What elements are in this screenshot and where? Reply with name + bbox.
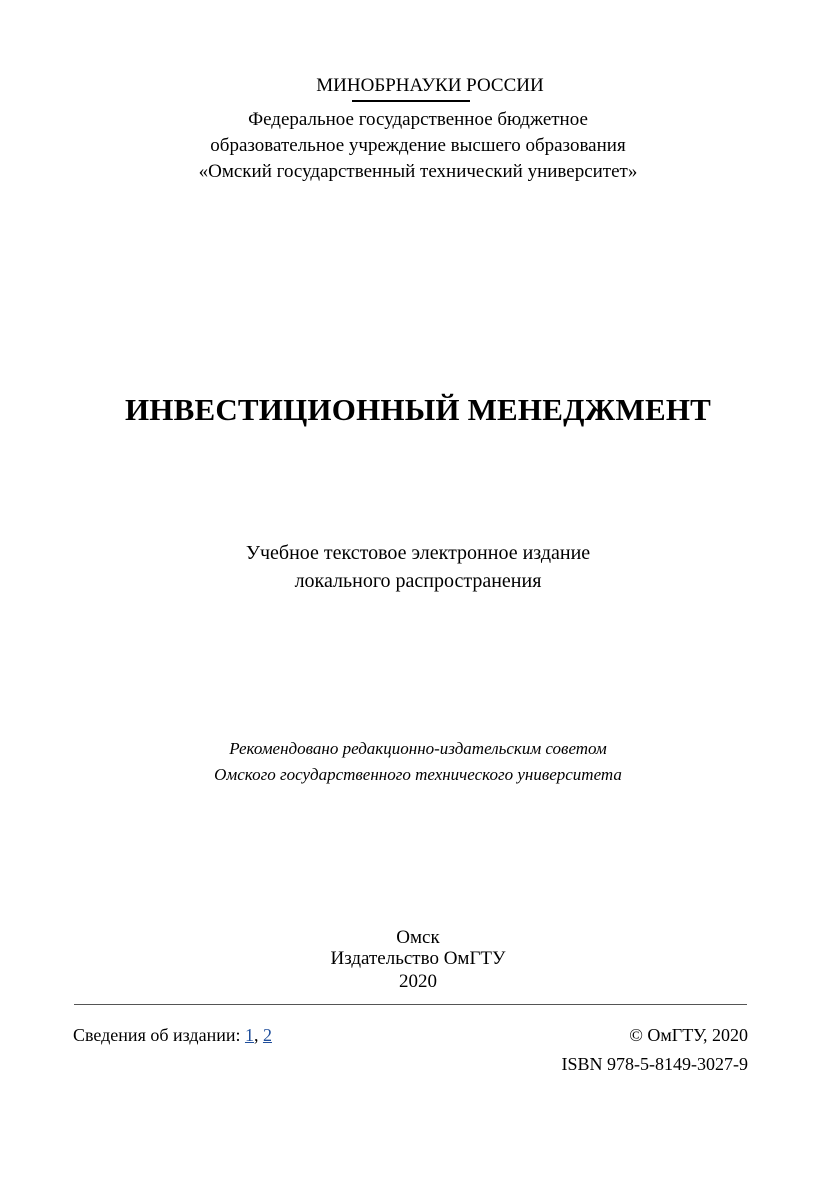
edition-link-2[interactable]: 2 [262,1025,272,1045]
organization-line-1: Федеральное государственное бюджетное [248,109,588,130]
organization-line-3: «Омский государственный технический университет» [198,161,638,182]
imprint-publisher: Издательство ОмГТУ [330,948,506,969]
recommendation-line-1: Рекомендовано редакционно-издательским советом [229,739,607,758]
edition-link-1[interactable]: 1 [244,1025,254,1045]
imprint-year: 2020 [399,971,437,992]
ministry-underline [352,100,470,102]
ministry-name: МИНОБРНАУКИ РОССИИ [316,75,544,96]
recommendation-line-2: Омского государственного технического университета [214,765,622,784]
copyright-notice: © ОмГТУ, 2020 [629,1025,748,1045]
edition-info-label: Сведения об издании: [73,1025,241,1045]
subtitle-line-1: Учебное текстовое электронное издание [245,542,591,564]
isbn-number: ISBN 978-5-8149-3027-9 [561,1054,748,1074]
document-title: ИНВЕСТИЦИОННЫЙ МЕНЕДЖМЕНТ [124,392,712,427]
imprint-city: Омск [396,927,440,948]
subtitle-line-2: локального распространения [294,570,542,592]
footer-divider [74,1004,747,1005]
organization-line-2: образовательное учреждение высшего образования [210,135,626,156]
edition-link-separator: , [253,1025,259,1045]
edition-info [73,1023,272,1047]
